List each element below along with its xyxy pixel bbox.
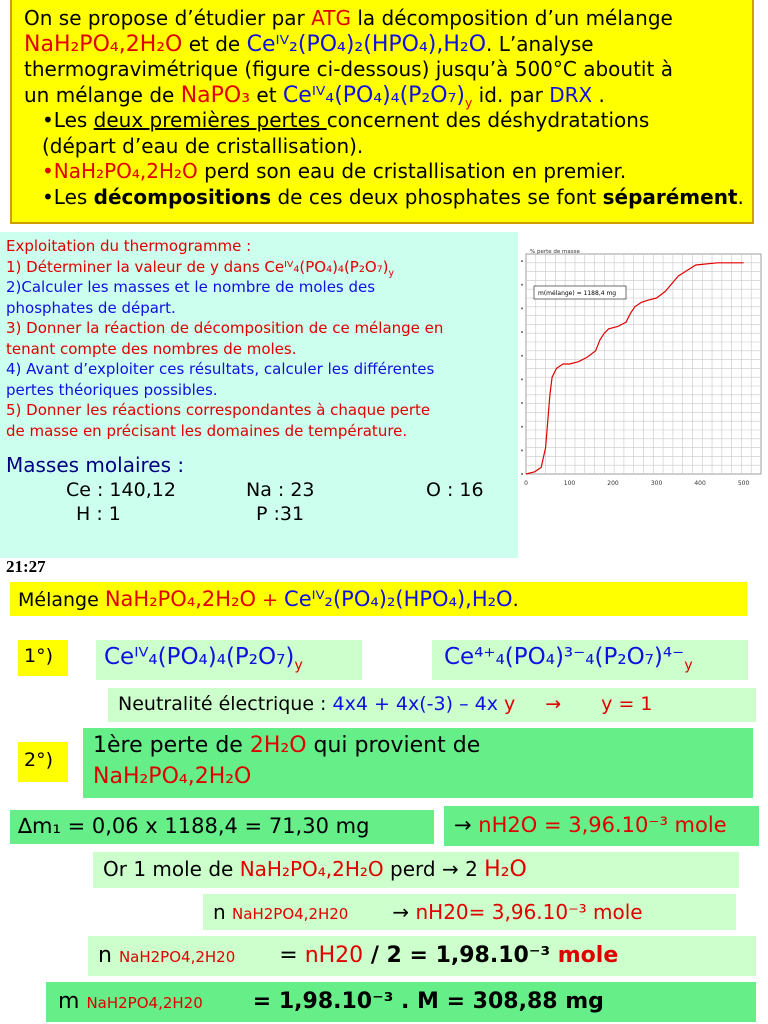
formula-ce-phosphate: Ceᴵⱽ₂(PO₄)₂(HPO₄),H₂O (284, 587, 513, 611)
mass-na: Na : 23 (246, 478, 315, 501)
first-loss-line (93, 730, 753, 761)
intro-text: un mélange de (24, 82, 181, 107)
arrow-icon: → (392, 900, 416, 924)
chart-svg (519, 238, 768, 488)
timestamp: 21:27 (6, 557, 46, 576)
question-5-cont: de masse en précisant les domaines de température. (6, 421, 408, 440)
intro-text: et (250, 82, 283, 107)
mass-h: H : 1 (76, 502, 121, 525)
mass-o: O : 16 (426, 478, 484, 501)
arrow-icon: → (454, 813, 479, 837)
x-tick-label: 300 (650, 480, 663, 487)
plus-sign: + (256, 589, 285, 611)
neutrality-calc: 4x4 + 4x(-3) – 4x (332, 693, 504, 715)
formula-nah2po4: •NaH₂PO₄,2H₂O (42, 159, 198, 183)
formula-nah2po4: NaH₂PO₄,2H₂O (239, 857, 384, 881)
intro-text: On se propose d’étudier par (24, 6, 312, 30)
formula-nah2po4: NaH₂PO₄,2H₂O (104, 587, 257, 611)
y-subscript: y (464, 94, 473, 110)
intro-line-2 (24, 32, 752, 58)
chart-title: % perte de masse (530, 249, 580, 255)
equals-sign: = (279, 943, 305, 968)
molar-masses-title: Masses molaires : (6, 453, 185, 477)
intro-text: la décomposition d’un mélange (350, 6, 673, 30)
formula-ce-pyrophosphate: Ceᴵⱽ₄(PO₄)₄(P₂O₇) (282, 82, 465, 108)
neutrality-box (108, 688, 756, 722)
molar-masses-grid (6, 476, 518, 526)
stoichiometry-box (93, 852, 739, 888)
n-symbol: n (213, 900, 233, 924)
intro-line-1 (24, 6, 752, 32)
water-formula: 2H₂O (249, 733, 307, 758)
bullet-text: . (737, 184, 744, 209)
question-1-number: 1°) (18, 640, 68, 676)
question-3-cont: tenant compte des nombres de moles. (6, 339, 297, 358)
m-symbol: m (58, 989, 87, 1014)
y-tick-mark (521, 284, 523, 286)
bullet-1 (24, 108, 752, 134)
exploit-title: Exploitation du thermogramme : (6, 237, 252, 255)
drx-term: DRX (549, 82, 593, 107)
bullet-1-cont: (départ d’eau de cristallisation). (42, 133, 364, 158)
moles-salt-box (88, 936, 756, 976)
formula-nah2po4: NaH₂PO₄,2H₂O (24, 31, 183, 57)
formula-nah2po4: NaH₂PO₄,2H₂O (93, 764, 252, 789)
formula-ce-pyrophosphate: Ceᴵⱽ₄(PO₄)₄(P₂O₇) (104, 644, 295, 670)
y-tick-mark (521, 307, 523, 309)
question-text: 1) Déterminer la valeur de y dans Ceᴵⱽ₄(PO₄)₄(P₂O₇) (6, 257, 389, 276)
bullet-underlined: deux premières pertes (93, 108, 327, 132)
arrow-icon: → (545, 693, 562, 715)
x-tick-label: 200 (607, 480, 619, 487)
y-subscript: y (294, 657, 303, 674)
y-tick-mark (521, 402, 523, 404)
melange-banner (10, 582, 747, 616)
stoich-text: Or 1 mole de (103, 857, 240, 881)
n-subscript: NaH2PO4,2H20 (232, 905, 349, 923)
water-formula: H₂O (484, 857, 527, 882)
first-loss-text: 1ère perte de (93, 733, 250, 758)
bold-term: séparément (602, 184, 738, 209)
mass-salt-box (46, 982, 756, 1022)
water-moles-symbol: nH20 (304, 943, 364, 968)
y-tick-mark (521, 426, 523, 428)
mass-ce: Ce : 140,12 (66, 478, 176, 501)
intro-box (10, 0, 754, 224)
y-result: y = 1 (601, 693, 653, 715)
m-subscript: NaH2PO4,2H20 (86, 994, 203, 1012)
bullet-text: de ces deux phosphates se font (271, 184, 603, 209)
exploitation-box (0, 232, 518, 558)
y-tick-mark (521, 473, 523, 475)
x-tick-label: 400 (694, 480, 706, 487)
question-2-cont: phosphates de départ. (6, 298, 176, 317)
intro-text: id. par (472, 82, 550, 107)
intro-line-4 (24, 83, 752, 109)
intro-line-3: thermogravimétrique (figure ci-dessous) jusqu’à 500°C aboutit à (24, 57, 673, 81)
n-symbol: n (98, 943, 119, 968)
x-tick-label: 0 (524, 480, 528, 487)
n-subscript: NaH2PO4,2H20 (118, 948, 236, 966)
x-tick-label: 500 (737, 480, 750, 487)
intro-text: et de (182, 31, 247, 56)
mass-value: = 1,98.10⁻³ . M = 308,88 mg (252, 989, 604, 1014)
atg-term: ATG (311, 6, 351, 30)
bullet-text: concernent des déshydratations (326, 108, 650, 132)
question-3: 3) Donner la réaction de décomposition de ce mélange en (6, 319, 444, 337)
mole-unit: mole (557, 943, 619, 968)
intro-text: . L’analyse (486, 31, 594, 56)
y-tick-mark (521, 449, 523, 451)
annotation-text: m(mélange) = 1188,4 mg (538, 290, 617, 297)
moles-ratio-box (203, 894, 736, 930)
moles-value: / 2 = 1,98.10⁻³ (363, 943, 558, 968)
question-5: 5) Donner les réactions correspondantes à chaque perte (6, 401, 431, 419)
first-loss-box (83, 728, 753, 798)
ionic-formula-box (432, 640, 748, 680)
y-tick-mark (521, 355, 523, 357)
formula-napo3: NaPO₃ (180, 82, 251, 108)
y-tick-mark (521, 378, 523, 380)
water-moles-box (444, 806, 759, 846)
x-tick-label: 100 (563, 480, 576, 487)
bullet-2 (24, 159, 752, 185)
first-loss-text: qui provient de (306, 733, 481, 758)
y-subscript: y (684, 657, 693, 674)
y-tick-mark (521, 331, 523, 333)
bullet-text: •Les (42, 184, 94, 209)
formula-ce-phosphate: Ceᴵⱽ₂(PO₄)₂(HPO₄),H₂O (246, 31, 487, 57)
melange-end: . (512, 589, 519, 611)
bullet-text: •Les (42, 108, 94, 132)
question-4-cont: pertes théoriques possibles. (6, 380, 218, 399)
neutrality-label: Neutralité électrique : (118, 693, 333, 715)
question-2: 2)Calculer les masses et le nombre de moles des (6, 278, 376, 296)
water-moles: nH2O = 3,96.10⁻³ mole (478, 813, 727, 837)
water-moles: nH20= 3,96.10⁻³ mole (415, 900, 643, 924)
mass-loss-box: ∆m₁ = 0,06 x 1188,4 = 71,30 mg (10, 810, 434, 844)
y-variable: y (504, 693, 516, 715)
thermogram-chart (519, 238, 768, 488)
y-tick-mark (521, 260, 523, 262)
stoich-text: perd → 2 (383, 857, 485, 881)
bullet-text: perd son eau de cristallisation en premier. (197, 159, 627, 183)
mass-p: P :31 (256, 502, 305, 525)
melange-label: Mélange (18, 589, 105, 611)
intro-text: . (592, 82, 605, 107)
ionic-formula: Ce⁴⁺₄(PO₄)³⁻₄(P₂O₇)⁴⁻ (444, 644, 685, 670)
question-4: 4) Avant d’exploiter ces résultats, calculer les différentes (6, 360, 435, 378)
y-subscript: y (388, 267, 395, 279)
question-1 (6, 257, 518, 278)
bold-term: décompositions (93, 184, 272, 209)
formula-box (96, 640, 362, 680)
question-2-number: 2°) (18, 742, 68, 782)
bullet-3 (24, 185, 752, 211)
